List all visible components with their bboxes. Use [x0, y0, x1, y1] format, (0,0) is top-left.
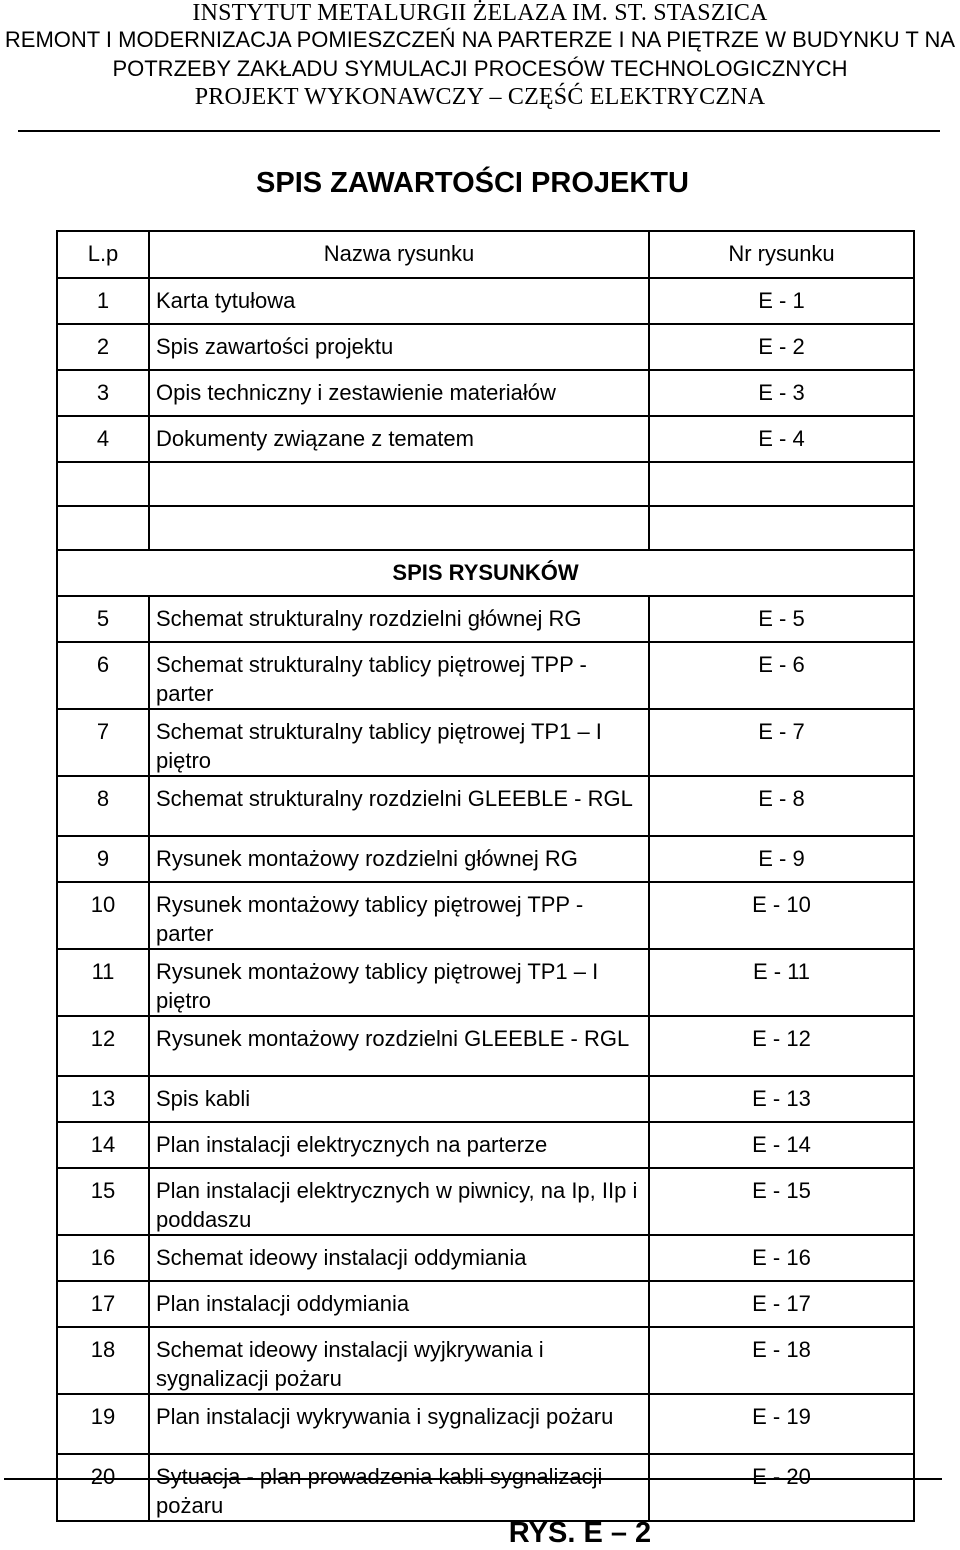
header-project-line-1: REMONT I MODERNIZACJA POMIESZCZEŃ NA PARTERZE I NA PIĘTRZE W BUDYNKU T NA — [4, 27, 956, 52]
row-lp: 20 — [57, 1454, 149, 1521]
row-name: Spis zawartości projektu — [149, 324, 649, 370]
row-number: E - 6 — [649, 642, 914, 709]
row-lp: 14 — [57, 1122, 149, 1168]
row-lp: 2 — [57, 324, 149, 370]
row-number: E - 11 — [649, 949, 914, 1016]
row-name: Rysunek montażowy tablicy piętrowej TP1 – I piętro — [149, 949, 649, 1016]
row-name: Schemat strukturalny rozdzielni GLEEBLE - RGL — [149, 776, 649, 836]
table-row — [57, 1016, 914, 1076]
table-row — [57, 1454, 914, 1521]
row-lp: 19 — [57, 1394, 149, 1454]
row-name: Schemat strukturalny rozdzielni głównej RG — [149, 596, 649, 642]
empty-row — [57, 506, 914, 550]
table-row — [57, 1281, 914, 1327]
empty-cell — [149, 506, 649, 550]
table-row — [57, 416, 914, 462]
row-name: Schemat strukturalny tablicy piętrowej TPP - parter — [149, 642, 649, 709]
row-lp: 10 — [57, 882, 149, 949]
table-row — [57, 1327, 914, 1394]
row-lp: 1 — [57, 278, 149, 324]
row-name: Rysunek montażowy rozdzielni głównej RG — [149, 836, 649, 882]
row-lp: 13 — [57, 1076, 149, 1122]
row-number: E - 14 — [649, 1122, 914, 1168]
row-number: E - 2 — [649, 324, 914, 370]
row-lp: 12 — [57, 1016, 149, 1076]
row-number: E - 16 — [649, 1235, 914, 1281]
row-lp: 11 — [57, 949, 149, 1016]
section-row — [57, 550, 914, 596]
row-number: E - 15 — [649, 1168, 914, 1235]
row-name: Plan instalacji wykrywania i sygnalizacji pożaru — [149, 1394, 649, 1454]
table-row — [57, 1076, 914, 1122]
column-header-lp: L.p — [57, 231, 149, 278]
empty-cell — [57, 506, 149, 550]
row-number: E - 1 — [649, 278, 914, 324]
table-row — [57, 836, 914, 882]
row-number: E - 8 — [649, 776, 914, 836]
header-institute: INSTYTUT METALURGII ŻELAZA IM. ST. STASZICA — [192, 0, 768, 26]
row-lp: 3 — [57, 370, 149, 416]
table-row — [57, 776, 914, 836]
row-lp: 15 — [57, 1168, 149, 1235]
row-name: Dokumenty związane z tematem — [149, 416, 649, 462]
row-lp: 5 — [57, 596, 149, 642]
contents-table — [56, 230, 915, 1522]
row-lp: 16 — [57, 1235, 149, 1281]
empty-cell — [149, 462, 649, 506]
row-name: Schemat ideowy instalacji oddymiania — [149, 1235, 649, 1281]
table-row — [57, 370, 914, 416]
row-number: E - 7 — [649, 709, 914, 776]
empty-cell — [57, 462, 149, 506]
row-number: E - 13 — [649, 1076, 914, 1122]
table-row — [57, 882, 914, 949]
table-header-row — [57, 231, 914, 278]
row-lp: 8 — [57, 776, 149, 836]
header-project-line-2: POTRZEBY ZAKŁADU SYMULACJI PROCESÓW TECHNOLOGICZNYCH — [112, 56, 848, 81]
table-row — [57, 949, 914, 1016]
header-rule — [18, 130, 940, 132]
row-number: E - 12 — [649, 1016, 914, 1076]
row-number: E - 18 — [649, 1327, 914, 1394]
row-name: Schemat ideowy instalacji wyjkrywania i sygnalizacji pożaru — [149, 1327, 649, 1394]
row-number: E - 20 — [649, 1454, 914, 1521]
row-number: E - 17 — [649, 1281, 914, 1327]
row-lp: 4 — [57, 416, 149, 462]
empty-cell — [649, 506, 914, 550]
row-name: Opis techniczny i zestawienie materiałów — [149, 370, 649, 416]
empty-row — [57, 462, 914, 506]
column-header-number: Nr rysunku — [649, 231, 914, 278]
header-project-part: PROJEKT WYKONAWCZY – CZĘŚĆ ELEKTRYCZNA — [194, 84, 766, 110]
table-row — [57, 1394, 914, 1454]
row-name: Plan instalacji elektrycznych w piwnicy, na Ip, IIp i poddaszu — [149, 1168, 649, 1235]
row-name: Spis kabli — [149, 1076, 649, 1122]
row-name: Karta tytułowa — [149, 278, 649, 324]
empty-cell — [649, 462, 914, 506]
row-number: E - 3 — [649, 370, 914, 416]
column-header-name: Nazwa rysunku — [149, 231, 649, 278]
row-number: E - 5 — [649, 596, 914, 642]
row-lp: 18 — [57, 1327, 149, 1394]
row-name: Rysunek montażowy tablicy piętrowej TPP - parter — [149, 882, 649, 949]
section-title: SPIS RYSUNKÓW — [57, 550, 914, 596]
row-name: Rysunek montażowy rozdzielni GLEEBLE - RGL — [149, 1016, 649, 1076]
row-name: Schemat strukturalny tablicy piętrowej TP1 – I piętro — [149, 709, 649, 776]
row-lp: 17 — [57, 1281, 149, 1327]
row-number: E - 10 — [649, 882, 914, 949]
footer-rule — [4, 1478, 942, 1480]
row-number: E - 19 — [649, 1394, 914, 1454]
page-title: SPIS ZAWARTOŚCI PROJEKTU — [256, 167, 689, 199]
table-row — [57, 642, 914, 709]
table-row — [57, 596, 914, 642]
row-number: E - 9 — [649, 836, 914, 882]
row-lp: 6 — [57, 642, 149, 709]
row-lp: 7 — [57, 709, 149, 776]
table-row — [57, 1235, 914, 1281]
row-name: Plan instalacji oddymiania — [149, 1281, 649, 1327]
row-lp: 9 — [57, 836, 149, 882]
row-name: Plan instalacji elektrycznych na parterze — [149, 1122, 649, 1168]
table-row — [57, 1168, 914, 1235]
table-row — [57, 1122, 914, 1168]
table-row — [57, 709, 914, 776]
row-number: E - 4 — [649, 416, 914, 462]
table-row — [57, 278, 914, 324]
drawing-number: RYS. E – 2 — [508, 1517, 652, 1549]
row-name: Sytuacja - plan prowadzenia kabli sygnalizacji pożaru — [149, 1454, 649, 1521]
table-row — [57, 324, 914, 370]
